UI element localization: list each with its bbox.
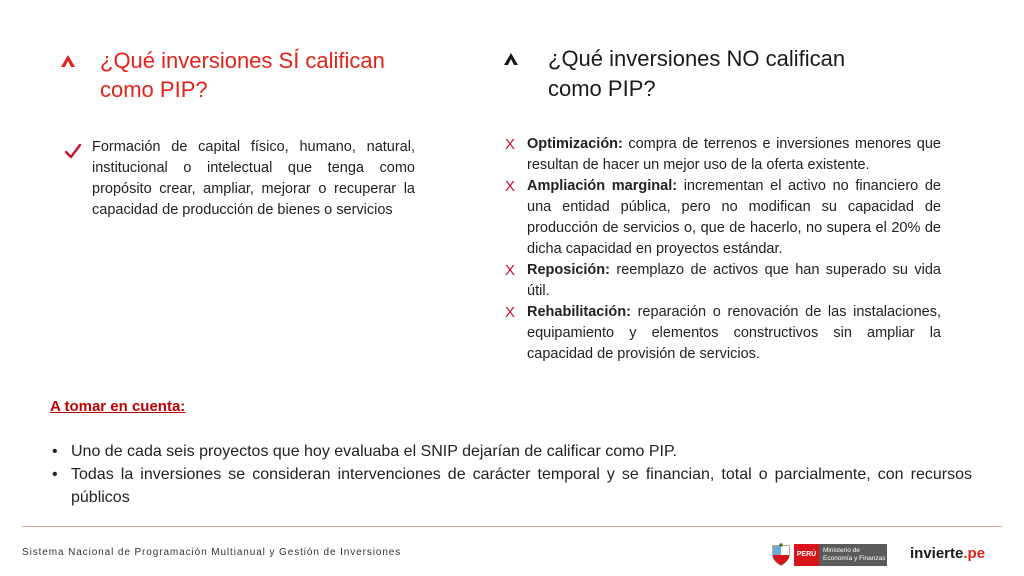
footer-divider	[22, 526, 1002, 527]
coat-of-arms-icon	[770, 543, 792, 567]
brand-main: invierte	[910, 545, 964, 562]
no-pip-list	[505, 134, 941, 365]
note-text: Todas la inversiones se consideran intervenciones de carácter temporal y se financian, total o parcialmente, con recursos públicos	[71, 466, 972, 506]
brand-suffix: .pe	[963, 545, 986, 562]
item-text: reparación o renovación de las instalaciones, equipamiento y elementos constructivos sin ampliar la capacidad de provisión de servicios.	[527, 304, 941, 362]
check-icon	[64, 142, 82, 160]
x-marker-icon: X	[505, 262, 516, 279]
item-term: Rehabilitación:	[527, 304, 631, 320]
item-term: Ampliación marginal:	[527, 178, 678, 194]
caret-up-icon	[60, 54, 76, 68]
item-text: incrementan el activo no financiero de una entidad pública, pero no modifican su capacidad de producción de servicios o, que de hacerlo, no supera el 20% de dicha capacidad en proyectos estándar.	[527, 178, 941, 257]
x-marker-icon: X	[505, 136, 516, 153]
item-text: reemplazo de activos que han superado su vida útil.	[527, 262, 941, 299]
bullet-icon: •	[52, 443, 58, 460]
list-item	[505, 134, 941, 176]
item-term: Optimización:	[527, 136, 623, 152]
note-text: Uno de cada seis proyectos que hoy evaluaba el SNIP dejarían de calificar como PIP.	[71, 443, 677, 460]
x-marker-icon: X	[505, 178, 516, 195]
item-term: Reposición:	[527, 262, 610, 278]
brand-logo	[910, 545, 985, 562]
ministry-label: Ministerio de Economía y Finanzas	[819, 544, 887, 566]
list-item	[50, 440, 972, 463]
item-text: compra de terrenos e inversiones menores que resultan de hacer un mejor uso de la oferta existente.	[527, 136, 941, 173]
list-item	[50, 463, 972, 509]
x-marker-icon: X	[505, 304, 516, 321]
footer-system-name: Sistema Nacional de Programación Multianual y Gestión de Inversiones	[22, 547, 402, 558]
list-item	[505, 176, 941, 260]
list-item	[505, 302, 941, 365]
right-title: ¿Qué inversiones NO califican como PIP?	[548, 46, 846, 101]
peru-label: PERÚ	[794, 544, 819, 566]
left-paragraph: Formación de capital físico, humano, natural, institucional o intelectual que tenga como propósito crear, ampliar, mejorar o recuperar la capacidad de producción de bienes o servicios	[92, 139, 415, 218]
notes-heading: A tomar en cuenta:	[50, 398, 186, 415]
caret-up-icon	[503, 52, 519, 66]
left-title: ¿Qué inversiones SÍ califican como PIP?	[100, 48, 385, 102]
notes-list	[50, 440, 972, 509]
list-item	[505, 260, 941, 302]
bullet-icon: •	[52, 466, 58, 483]
